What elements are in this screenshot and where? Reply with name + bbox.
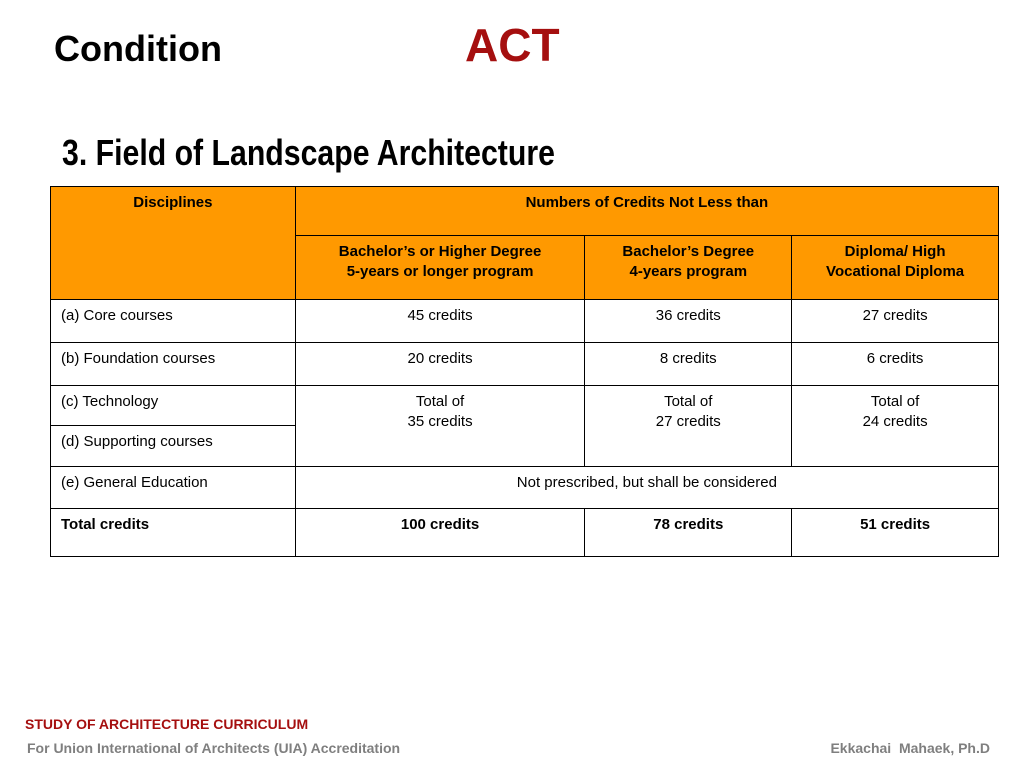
table-cell: Not prescribed, but shall be considered [295, 467, 998, 509]
footer-author: Ekkachai Mahaek, Ph.D [830, 740, 990, 756]
table-cell-combined: Total of 24 credits [792, 386, 999, 467]
table-cell: 78 credits [585, 509, 792, 557]
slide-heading: ACT [465, 19, 560, 71]
row-label-core: (a) Core courses [51, 300, 296, 343]
credits-group-header: Numbers of Credits Not Less than [295, 187, 998, 236]
table-cell: 100 credits [295, 509, 585, 557]
table-cell: 27 credits [792, 300, 999, 343]
table-row [51, 343, 999, 386]
table-header-row [51, 187, 999, 236]
row-label-foundation: (b) Foundation courses [51, 343, 296, 386]
row-label-total: Total credits [51, 509, 296, 557]
table-cell: 36 credits [585, 300, 792, 343]
table-row [51, 386, 999, 426]
section-title: 3. Field of Landscape Architecture [62, 132, 555, 173]
table-row-total [51, 509, 999, 557]
row-label-supporting: (d) Supporting courses [51, 426, 296, 467]
table-cell-combined: Total of 35 credits [295, 386, 585, 467]
table-cell: 8 credits [585, 343, 792, 386]
footer-title: STUDY OF ARCHITECTURE CURRICULUM [25, 716, 309, 732]
credits-table [50, 186, 999, 557]
slide-title: Condition [54, 28, 222, 69]
table-cell: 45 credits [295, 300, 585, 343]
table-row [51, 300, 999, 343]
table-cell: 51 credits [792, 509, 999, 557]
table-row [51, 467, 999, 509]
disciplines-header: Disciplines [51, 187, 296, 300]
row-label-general-education: (e) General Education [51, 467, 296, 509]
table-cell: 6 credits [792, 343, 999, 386]
footer-subtitle: For Union International of Architects (UIA) Accreditation [27, 740, 401, 756]
row-label-technology: (c) Technology [51, 386, 296, 426]
column-header-bachelor-4yr: Bachelor’s Degree 4-years program [585, 236, 792, 300]
column-header-diploma: Diploma/ High Vocational Diploma [792, 236, 999, 300]
table-cell: 20 credits [295, 343, 585, 386]
table-cell-combined: Total of 27 credits [585, 386, 792, 467]
column-header-bachelor-5yr: Bachelor’s or Higher Degree 5-years or longer program [295, 236, 585, 300]
